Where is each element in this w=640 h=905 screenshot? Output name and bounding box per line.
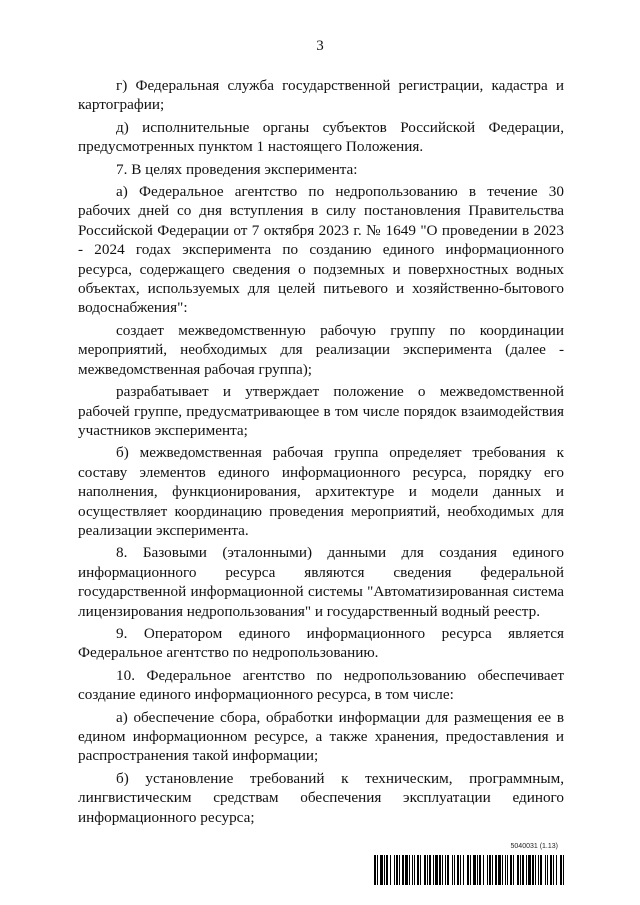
paragraph: 9. Оператором единого информационного ресурса является Федеральное агентство по недропользованию. bbox=[78, 624, 564, 662]
paragraph: а) обеспечение сбора, обработки информации для размещения ее в едином информационном ресурсе, а также хранения, предоставления и распространения такой информации; bbox=[78, 708, 564, 765]
paragraph: 8. Базовыми (эталонными) данными для создания единого информационного ресурса являются сведения федеральной государственной информационной системы "Автоматизированная система лицензирования недропользования" и государственный водный реестр. bbox=[78, 544, 564, 620]
paragraph: 10. Федеральное агентство по недропользованию обеспечивает создание единого информационного ресурса, в том числе: bbox=[78, 666, 564, 704]
paragraph: д) исполнительные органы субъектов Российской Федерации, предусмотренных пунктом 1 настоящего Положения. bbox=[78, 118, 564, 156]
paragraph: б) межведомственная рабочая группа определяет требования к составу элементов единого информационного ресурса, порядку его наполнения, функционирования, архитектуре и модели данных и осуществляет координацию проведения мероприятий, необходимых для реализации эксперимента. bbox=[78, 444, 564, 539]
barcode-block bbox=[374, 843, 564, 893]
barcode-code: 5040031 (1.13) bbox=[510, 843, 558, 850]
paragraph: б) установление требований к техническим, программным, лингвистическим средствам обеспечения эксплуатации единого информационного ресурса; bbox=[78, 769, 564, 826]
barcode-icon bbox=[374, 855, 564, 885]
paragraph: создает межведомственную рабочую группу по координации мероприятий, необходимых для реализации эксперимента (далее - межведомственная рабочая группа); bbox=[78, 321, 564, 378]
paragraph: а) Федеральное агентство по недропользованию в течение 30 рабочих дней со дня вступления в силу постановления Правительства Российской Федерации от 7 октября 2023 г. № 1649 "О проведении в 2023 - 2024 годах эксперимента по созданию единого информационного ресурса, содержащего сведения о подземных и поверхностных водных объектах, используемых для целей питьевого и хозяйственно-бытового водоснабжения": bbox=[78, 183, 564, 317]
document-body bbox=[78, 76, 564, 830]
paragraph: г) Федеральная служба государственной регистрации, кадастра и картографии; bbox=[78, 77, 564, 114]
paragraph: разрабатывает и утверждает положение о межведомственной рабочей группе, предусматривающее в том числе порядок взаимодействия участников эксперимента; bbox=[78, 383, 564, 439]
paragraph: 7. В целях проведения эксперимента: bbox=[116, 160, 358, 178]
page-number: 3 bbox=[316, 38, 324, 54]
